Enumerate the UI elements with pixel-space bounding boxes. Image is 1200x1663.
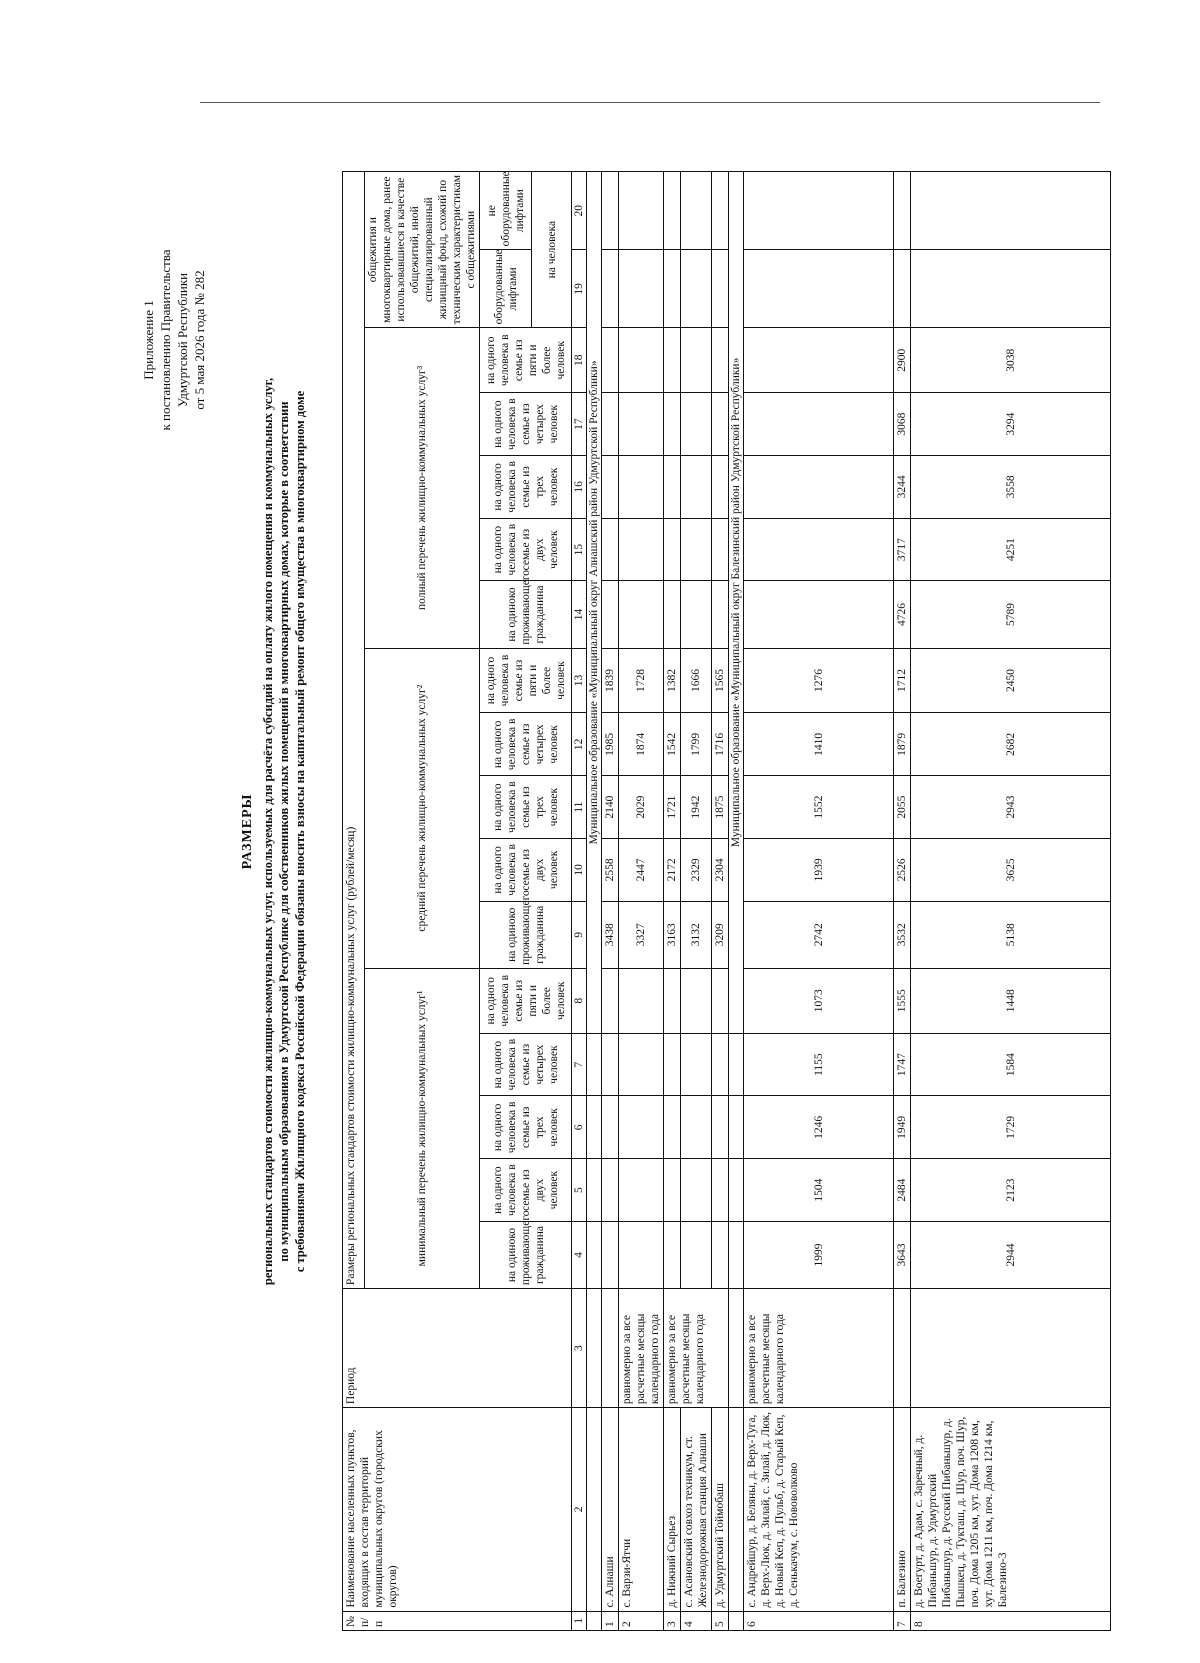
value-cell [712,250,729,328]
value-cell: 3132 [681,901,712,968]
value-cell [602,250,619,328]
value-cell: 3558 [911,455,1111,518]
value-cell: 3327 [619,901,664,968]
settlement-name: с. Алнаши [602,1408,619,1611]
column-number: 12 [572,713,587,776]
settlement-name: с. Андрейшур, д. Беляны, д. Верх-Туга, д. Верх-Люк, д. Зилай, с. Зилай, д. Люк, д. Новый Кеп, д. Пульб, д. Старый Кеп, д. Сенькачум, с. Нововолково [744,1408,894,1611]
value-cell [681,581,712,648]
value-cell: 3532 [894,901,911,968]
value-cell: 3294 [911,393,1111,456]
column-number: 16 [572,455,587,518]
row-number: 7 [894,1611,911,1630]
value-cell: 4726 [894,581,911,648]
appendix-line: Приложение 1 [141,300,156,380]
table-row [602,172,619,1631]
value-cell: 1542 [664,713,681,776]
column-number: 15 [572,518,587,581]
header-col-four: на одного человека в семье из четырех человек [480,393,572,456]
value-cell [911,172,1111,250]
value-cell [712,1033,729,1096]
period-cell: равномерно за все расчетные месяцы календарного года [619,1289,664,1408]
value-cell: 2450 [911,648,1111,713]
value-cell [712,172,729,250]
value-cell: 1448 [911,968,1111,1033]
settlement-name: п. Балезино [894,1408,911,1611]
header-period: Период [343,1289,572,1408]
value-cell: 1875 [712,776,729,839]
value-cell: 2943 [911,776,1111,839]
value-cell [712,455,729,518]
value-cell: 1939 [744,838,894,901]
row-number: 4 [681,1611,712,1630]
value-cell: 2484 [894,1159,911,1222]
value-cell [712,328,729,393]
header-per-person: на человека [532,172,572,328]
value-cell [602,393,619,456]
value-cell: 5789 [911,581,1111,648]
column-number-row [572,172,587,1631]
header-dorm: общежития и многоквартирные дома, ранее использовавшиеся в качестве общежитий, иной специализированный жилищный фонд, схожий по техническим характеристикам с общежитиями [365,172,480,328]
value-cell [619,581,664,648]
settlement-name: д. Удмуртский Тоймобаш [712,1408,729,1611]
title-line: по муниципальным образованиям в Удмуртской Республике для собственников жилых помещений в многоквартирных домах, которые в соответствии [277,401,291,1262]
header-col-single: на одиноко проживающего гражданина [480,901,572,968]
header-lift-yes: оборудованные лифтами [480,250,532,328]
value-cell [681,518,712,581]
table-row [894,172,911,1631]
value-cell: 1879 [894,713,911,776]
header-col-five: на одного человека в семье из пяти и более человек [480,968,572,1033]
value-cell: 1276 [744,648,894,713]
header-col-three: на одного человека в семье из трех человек [480,776,572,839]
value-cell: 1382 [664,648,681,713]
column-number: 3 [572,1289,587,1408]
value-cell [619,1159,664,1222]
value-cell [619,1221,664,1288]
period-cell [894,1289,911,1408]
header-mid-list: средний перечень жилищно-коммунальных услуг² [365,648,480,968]
row-number: 5 [712,1611,729,1630]
column-number: 17 [572,393,587,456]
header-full-list: полный перечень жилищно-коммунальных услуг³ [365,328,480,648]
value-cell [602,1033,619,1096]
column-number: 14 [572,581,587,648]
value-cell [619,250,664,328]
value-cell [744,250,894,328]
title-line: региональных стандартов стоимости жилищно-коммунальных услуг, используемых для расчёта субсидий на оплату жилого помещения и коммунальных услуг, [261,377,275,1286]
table-row [681,172,712,1631]
settlement-name: д. Нижний Сырьез [664,1408,681,1611]
value-cell [664,1033,681,1096]
appendix-line: от 5 мая 2026 года № 282 [192,270,207,410]
period-cell: равномерно за все расчетные месяцы календарного года [664,1289,729,1408]
value-cell: 5138 [911,901,1111,968]
value-cell [911,250,1111,328]
header-col-two: на одного человека в семье из двух человек [480,518,572,581]
value-cell: 2055 [894,776,911,839]
table-row [911,172,1111,1631]
row-number: 2 [619,1611,664,1630]
header-no: № п/п [343,1611,572,1630]
appendix-line: к постановлению Правительства [158,249,173,431]
value-cell [602,1221,619,1288]
value-cell [712,518,729,581]
value-cell: 2123 [911,1159,1111,1222]
column-number: 20 [572,172,587,250]
value-cell [712,1159,729,1222]
value-cell [619,518,664,581]
period-cell [911,1289,1111,1408]
value-cell: 1985 [602,713,619,776]
value-cell: 1565 [712,648,729,713]
value-cell [712,1096,729,1159]
value-cell: 1799 [681,713,712,776]
value-cell: 3068 [894,393,911,456]
value-cell [744,172,894,250]
value-cell [664,1221,681,1288]
value-cell [619,1033,664,1096]
header-name: Наименование населенных пунктов, входящих в состав территорий муниципальных округов (городских округов) [343,1408,572,1611]
value-cell: 4251 [911,518,1111,581]
value-cell: 1246 [744,1096,894,1159]
row-number: 1 [602,1611,619,1630]
value-cell: 1949 [894,1096,911,1159]
header-col-five: на одного человека в семье из пяти и более человек [480,328,572,393]
value-cell: 1552 [744,776,894,839]
value-cell [602,1096,619,1159]
value-cell: 2742 [744,901,894,968]
value-cell: 2558 [602,838,619,901]
value-cell [619,393,664,456]
value-cell: 2682 [911,713,1111,776]
value-cell [602,172,619,250]
group-row [729,172,744,1631]
value-cell: 3209 [712,901,729,968]
value-cell [664,328,681,393]
column-number: 9 [572,901,587,968]
value-cell: 1410 [744,713,894,776]
value-cell [602,328,619,393]
value-cell [681,393,712,456]
value-cell [664,581,681,648]
value-cell [664,968,681,1033]
value-cell: 1712 [894,648,911,713]
value-cell: 1729 [911,1096,1111,1159]
value-cell: 3625 [911,838,1111,901]
value-cell: 3643 [894,1221,911,1288]
header-col-four: на одного человека в семье из четырех человек [480,713,572,776]
value-cell [619,1096,664,1159]
value-cell [681,328,712,393]
value-cell [681,1096,712,1159]
value-cell [664,393,681,456]
appendix-block [140,210,208,470]
value-cell [602,518,619,581]
value-cell: 2944 [911,1221,1111,1288]
group2-rows [744,172,1111,1631]
value-cell [602,1159,619,1222]
header-col-four: на одного человека в семье из четырех человек [480,1033,572,1096]
table-row [664,172,681,1631]
value-cell [681,1033,712,1096]
header-col-three: на одного человека в семье из трех человек [480,1096,572,1159]
standards-table [342,171,1111,1631]
group-row [587,172,602,1631]
value-cell: 3438 [602,901,619,968]
value-cell [664,172,681,250]
value-cell: 1839 [602,648,619,713]
header-col-three: на одного человека в семье из трех человек [480,455,572,518]
value-cell: 1073 [744,968,894,1033]
value-cell [602,581,619,648]
header-col-single: на одиноко проживающего гражданина [480,1221,572,1288]
value-cell [712,968,729,1033]
header-sizes: Размеры региональных стандартов стоимости жилищно-коммунальных услуг (рублей/месяц) [343,172,365,1289]
row-number: 8 [911,1611,1111,1630]
column-number: 10 [572,838,587,901]
group1-rows [602,172,729,1631]
value-cell: 1155 [744,1033,894,1096]
value-cell: 1747 [894,1033,911,1096]
settlement-name: с. Асановский совхоз техникум, ст. Железнодорожная станция Алнаши [681,1408,712,1611]
value-cell: 3244 [894,455,911,518]
value-cell: 2140 [602,776,619,839]
period-cell [602,1289,619,1408]
table-row [712,172,729,1631]
value-cell [712,1221,729,1288]
settlement-name: с. Варзи-Ятчи [619,1408,664,1611]
value-cell: 2029 [619,776,664,839]
table-row [744,172,894,1631]
value-cell [619,172,664,250]
value-cell: 2447 [619,838,664,901]
value-cell: 1555 [894,968,911,1033]
margin-line [200,102,1100,103]
value-cell [894,250,911,328]
value-cell: 1666 [681,648,712,713]
title-heading: РАЗМЕРЫ [240,793,255,870]
value-cell: 1584 [911,1033,1111,1096]
column-number: 8 [572,968,587,1033]
header-col-two: на одного человека в семье из двух человек [480,1159,572,1222]
value-cell: 2172 [664,838,681,901]
period-cell: равномерно за все расчетные месяцы календарного года [744,1289,894,1408]
column-number: 19 [572,250,587,328]
value-cell [664,250,681,328]
document-title [240,120,308,1543]
column-number: 5 [572,1159,587,1222]
header-col-single: на одиноко проживающего гражданина [480,581,572,648]
value-cell [894,172,911,250]
value-cell: 1728 [619,648,664,713]
value-cell: 1504 [744,1159,894,1222]
value-cell: 2304 [712,838,729,901]
table-row [619,172,664,1631]
value-cell: 2329 [681,838,712,901]
header-min-list: минимальный перечень жилищно-коммунальных услуг¹ [365,968,480,1288]
value-cell [744,518,894,581]
value-cell [664,518,681,581]
title-line: с требованиями Жилищного кодекса Российской Федерации обязаны вносить взносы на капитальный ремонт общего имущества в многоквартирном доме [293,390,307,1273]
value-cell [681,1159,712,1222]
value-cell [602,455,619,518]
value-cell [664,1096,681,1159]
value-cell: 2526 [894,838,911,901]
value-cell [619,968,664,1033]
group-title: Муниципальное образование «Муниципальный округ Алнашский район Удмуртской Республики» [587,172,602,1034]
column-number: 13 [572,648,587,713]
value-cell: 3038 [911,328,1111,393]
value-cell [619,455,664,518]
group-title: Муниципальное образование «Муниципальный округ Балезинский район Удмуртской Республики» [729,172,744,1034]
header-col-five: на одного человека в семье из пяти и более человек [480,648,572,713]
value-cell [712,581,729,648]
value-cell [664,1159,681,1222]
value-cell [744,328,894,393]
value-cell: 1716 [712,713,729,776]
value-cell [681,455,712,518]
value-cell [681,250,712,328]
row-number: 6 [744,1611,894,1630]
value-cell: 2900 [894,328,911,393]
value-cell: 1874 [619,713,664,776]
column-number: 1 [572,1611,587,1630]
value-cell [744,581,894,648]
header-lift-no: не оборудованные лифтами [480,172,532,250]
value-cell: 3163 [664,901,681,968]
value-cell [681,968,712,1033]
column-number: 6 [572,1096,587,1159]
column-number: 2 [572,1408,587,1611]
value-cell [619,328,664,393]
settlement-name: д. Воегурт, д. Адам, с. Заречный, д. Пибаньшур, д. Удмуртский Пибаньшур, д. Русский Пибаньшур, д. Пышкец, д. Тукташ, д. Шур, поч. Шур, поч. Дома 1205 км, хут. Дома 1208 км, хут. Дома 1211 км, поч. Дома 1214 км, Балезино-3 [911,1408,1111,1611]
value-cell: 1999 [744,1221,894,1288]
column-number: 18 [572,328,587,393]
appendix-line: Удмуртской Республики [175,272,190,408]
value-cell: 3717 [894,518,911,581]
value-cell: 1942 [681,776,712,839]
column-number: 7 [572,1033,587,1096]
value-cell: 1721 [664,776,681,839]
value-cell [664,455,681,518]
row-number: 3 [664,1611,681,1630]
column-number: 11 [572,776,587,839]
value-cell [681,1221,712,1288]
column-number: 4 [572,1221,587,1288]
value-cell [712,393,729,456]
header-col-two: на одного человека в семье из двух человек [480,838,572,901]
value-cell [681,172,712,250]
value-cell [602,968,619,1033]
value-cell [744,393,894,456]
value-cell [744,455,894,518]
